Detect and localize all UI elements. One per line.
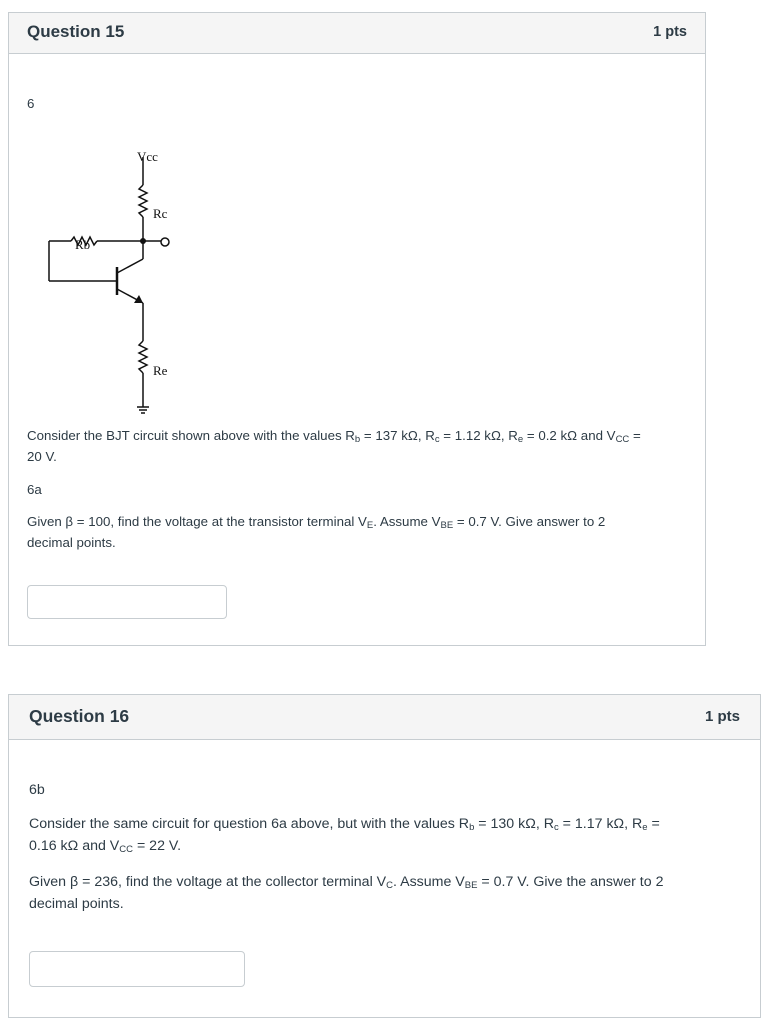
vcc-label: Vcc <box>137 149 158 164</box>
question-15-number: 6 <box>27 96 35 111</box>
bjt-circuit-diagram <box>33 135 193 415</box>
question-16-points: 1 pts <box>704 708 740 725</box>
question-16-answer-input[interactable] <box>29 951 245 987</box>
question-15-card <box>8 12 706 646</box>
question-15-prompt: Given β = 100, find the voltage at the transistor terminal $V_E$. Assume $V_{BE} = 0.7$ V. Give answer to 2 decimal points. <box>27 514 606 550</box>
question-16-prompt: Given β = 236, find the voltage at the collector terminal $V_C$. Assume $V_{BE} = 0.7$ V. Give the answer to 2 decimal points. <box>29 874 664 912</box>
question-16-description: Consider the same circuit for question 6a above, but with the values $R_b = 130$ kΩ, $R_c = 1.17$ kΩ, $R_e$ = 0.16 kΩ and $V_{CC} = 22$ V. <box>29 816 660 855</box>
question-16-subpart: 6b <box>29 782 45 798</box>
question-15-description: Consider the BJT circuit shown above with the values $R_b = 137$ kΩ, $R_c = 1.12$ kΩ, $R_e = 0.2$ kΩ and $V_{CC}$ = 20 V. <box>27 428 641 464</box>
rc-label: Rc <box>153 206 168 221</box>
question-15-header <box>9 13 705 54</box>
question-15-subpart: 6a <box>27 482 42 497</box>
question-15-answer-input[interactable] <box>27 585 227 619</box>
question-15-points: 1 pts <box>653 24 687 40</box>
question-16-header <box>9 695 760 740</box>
rb-label: Rb <box>75 237 91 252</box>
question-16-title: Question 16 <box>29 706 130 726</box>
re-label: Re <box>153 363 168 378</box>
question-16-card <box>8 694 761 1018</box>
question-15-title: Question 15 <box>27 22 125 41</box>
